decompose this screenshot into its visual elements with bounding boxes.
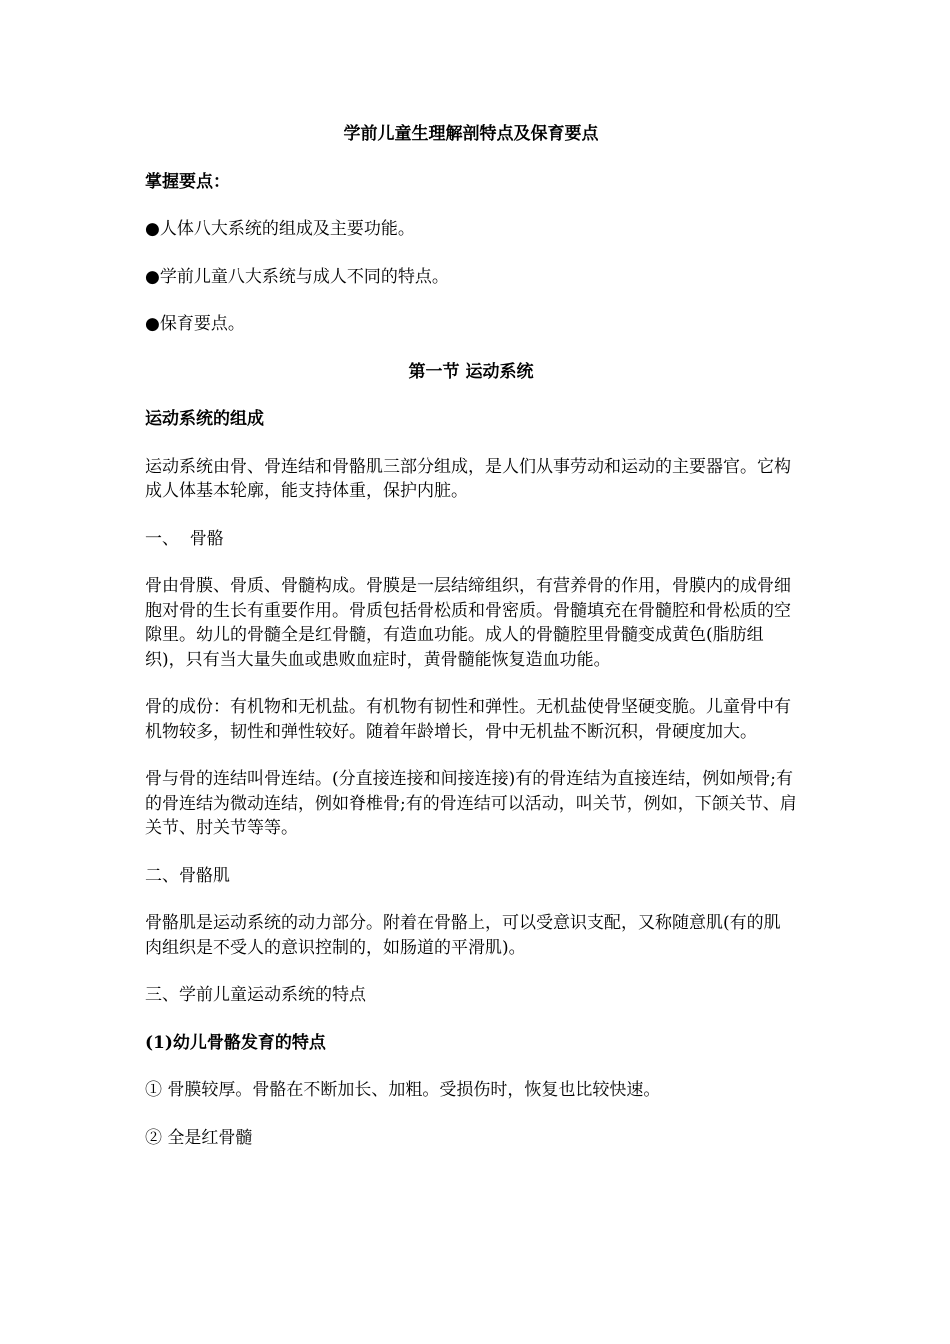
page-title: 学前儿童生理解剖特点及保育要点 — [343, 124, 599, 144]
bullet-text: 保育要点。 — [159, 314, 245, 334]
point-paragraph: ② 全是红骨髓 — [145, 1127, 253, 1148]
subsection-heading: (1)幼儿骨骼发育的特点 — [145, 1032, 326, 1053]
muscle-paragraph: 骨骼肌是运动系统的动力部分。附着在骨骼上，可以受意识支配，又称随意肌(有的肌肉组织是不受人的意识控制的，如肠道的平滑肌)。 — [145, 913, 781, 958]
part3-heading: 三、学前儿童运动系统的特点 — [145, 985, 366, 1005]
bullet-icon: ● — [145, 219, 160, 239]
document-page — [145, 122, 797, 1173]
bone-composition-paragraph: 骨的成份：有机物和无机盐。有机物有韧性和弹性。无机盐使骨坚硬变脆。儿童骨中有机物较多，韧性和弹性较好。随着年龄增长，骨中无机盐不断沉积，骨硬度加大。 — [145, 697, 791, 742]
point-paragraph: ① 骨膜较厚。骨骼在不断加长、加粗。受损伤时，恢复也比较快速。 — [145, 1080, 661, 1100]
bone-joint-paragraph: 骨与骨的连结叫骨连结。(分直接连接和间接连接)有的骨连结为直接连结，例如颅骨;有的骨连结为微动连结，例如脊椎骨;有的骨连结可以活动，叫关节，例如，下颌关节、肩关节、肘关节等等。 — [145, 769, 797, 838]
bullet-item — [145, 265, 797, 290]
part1-heading: 一、 骨骼 — [145, 528, 224, 549]
bullet-item — [145, 217, 797, 242]
composition-heading: 运动系统的组成 — [145, 409, 264, 429]
bullet-icon: ● — [145, 314, 160, 334]
bullet-icon: ● — [145, 266, 160, 287]
key-points-heading: 掌握要点： — [145, 171, 230, 192]
bullet-item — [145, 312, 797, 337]
bullet-text: 学前儿童八大系统与成人不同的特点。 — [159, 266, 449, 287]
bone-structure-paragraph: 骨由骨膜、骨质、骨髓构成。骨膜是一层结缔组织，有营养骨的作用，骨膜内的成骨细胞对骨的生长有重要作用。骨质包括骨松质和骨密质。骨髓填充在骨髓腔和骨松质的空隙里。幼儿的骨髓全是红骨髓，有造血功能。成人的骨髓腔里骨髓变成黄色(脂肪组织)，只有当大量失血或患败血症时，黄骨髓能恢复造血功能。 — [145, 576, 791, 670]
section-title: 第一节 运动系统 — [408, 361, 534, 382]
bullet-text: 人体八大系统的组成及主要功能。 — [159, 219, 415, 239]
composition-paragraph: 运动系统由骨、骨连结和骨骼肌三部分组成，是人们从事劳动和运动的主要器官。它构成人体基本轮廓，能支持体重，保护内脏。 — [145, 456, 791, 501]
part2-heading: 二、骨骼肌 — [145, 865, 230, 886]
